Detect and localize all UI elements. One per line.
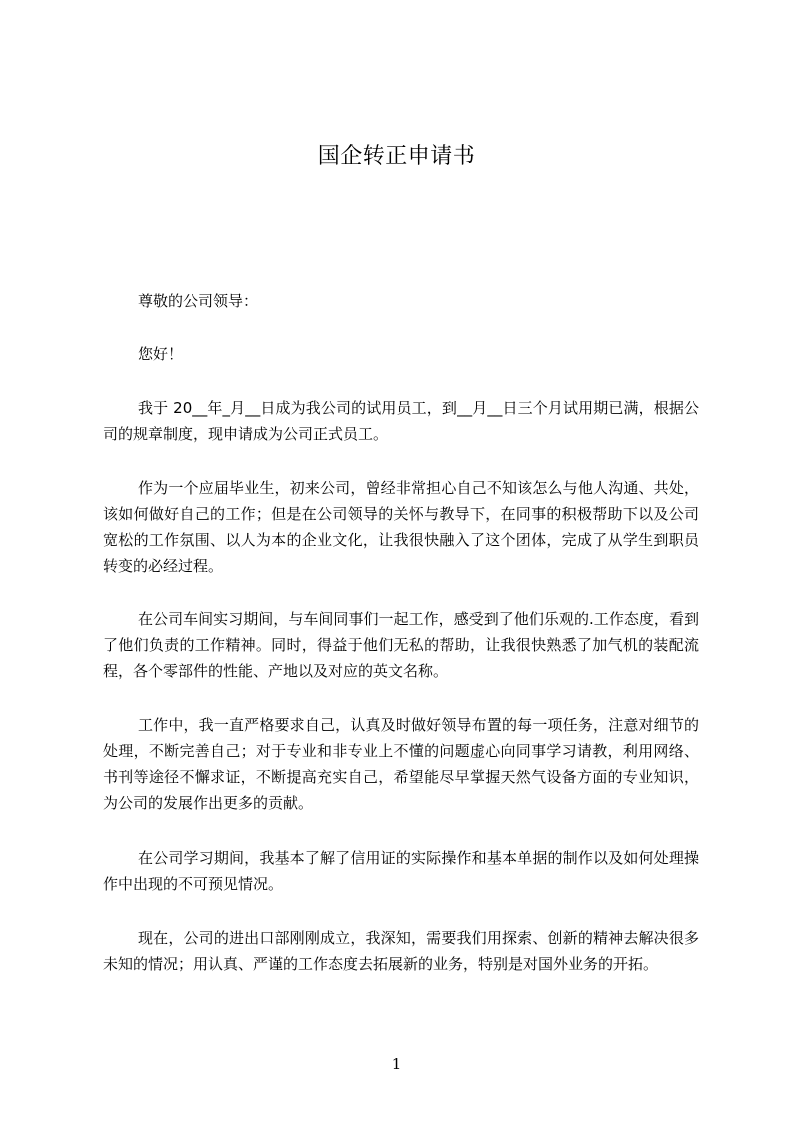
page-number: 1 <box>391 1055 402 1073</box>
paragraph-outlook: 现在，公司的进出口部刚刚成立，我深知，需要我们用探索、创新的精神去解决很多未知的情况；用认真、严谨的工作态度去拓展新的业务，特别是对国外业务的开拓。 <box>103 929 699 973</box>
paragraph-adaptation: 作为一个应届毕业生，初来公司，曾经非常担心自己不知该怎么与他人沟通、共处，该如何做好自己的工作；但是在公司领导的关怀与教导下，在同事的积极帮助下以及公司宽松的工作氛围、以人为本的企业文化，让我很快融入了这个团体，完成了从学生到职员转变的必经过程。 <box>103 479 699 575</box>
paragraph-work-attitude: 工作中，我一直严格要求自己，认真及时做好领导布置的每一项任务，注意对细节的处理，不断完善自己；对于专业和非专业上不懂的问题虚心向同事学习请教，利用网络、书刊等途径不懈求证，不断提高充实自己，希望能尽早掌握天然气设备方面的专业知识，为公司的发展作出更多的贡献。 <box>103 716 699 812</box>
paragraph-probation: 我于 20__年_月__日成为我公司的试用员工，到__月__日三个月试用期已满，根据公司的规章制度，现申请成为公司正式员工。 <box>103 399 699 443</box>
page-title: 国企转正申请书 <box>317 144 476 169</box>
paragraph-study: 在公司学习期间，我基本了解了信用证的实际操作和基本单据的制作以及如何处理操作中出现的不可预见情况。 <box>103 849 699 893</box>
salutation: 尊敬的公司领导： <box>138 292 259 310</box>
paragraph-workshop: 在公司车间实习期间，与车间同事们一起工作，感受到了他们乐观的.工作态度，看到了他们负责的工作精神。同时，得益于他们无私的帮助，让我很快熟悉了加气机的装配流程，各个零部件的性能、产地以及对应的英文名称。 <box>103 610 699 680</box>
greeting: 您好！ <box>138 345 184 363</box>
